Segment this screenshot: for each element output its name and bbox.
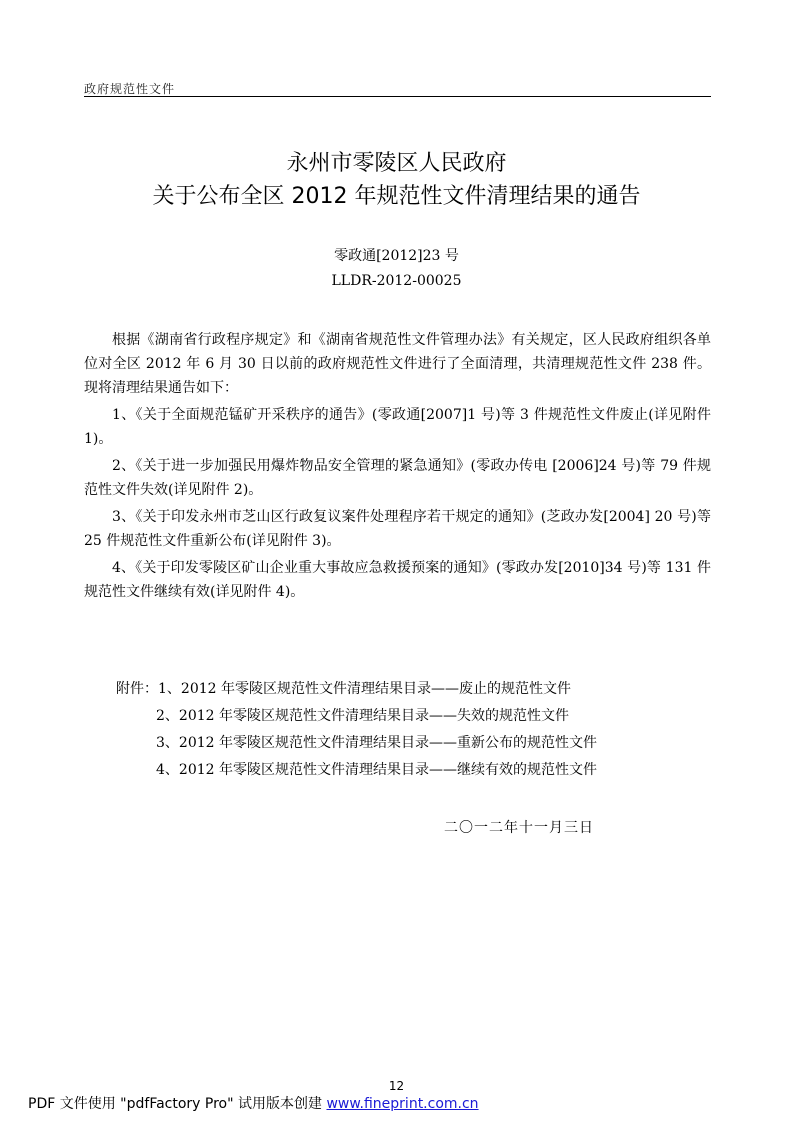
attachment-item: 2、2012 年零陵区规范性文件清理结果目录——失效的规范性文件: [156, 708, 569, 724]
attachment-row-1: [116, 676, 716, 703]
attachment-item: 3、2012 年零陵区规范性文件清理结果目录——重新公布的规范性文件: [156, 735, 597, 751]
page-number: 12: [388, 1079, 405, 1093]
body-text: [84, 328, 711, 607]
running-header: 政府规范性文件: [84, 82, 176, 96]
item-paragraph-4: 4、《关于印发零陵区矿山企业重大事故应急救援预案的通知》(零政办发[2010]34 号)等 131 件规范性文件继续有效(详见附件 4)。: [84, 560, 711, 600]
attachment-item: 1、2012 年零陵区规范性文件清理结果目录——废止的规范性文件: [158, 681, 571, 697]
attachments-label: 附件：: [116, 681, 158, 697]
attachments-list: [116, 676, 716, 784]
title-line-2: 关于公布全区 2012 年规范性文件清理结果的通告: [152, 184, 641, 209]
intro-paragraph: 根据《湖南省行政程序规定》和《湖南省规范性文件管理办法》有关规定，区人民政府组织各单位对全区 2012 年 6 月 30 日以前的政府规范性文件进行了全面清理，共清理规范性文件 238 件。现将清理结果通告如下：: [84, 332, 711, 396]
registration-number: LLDR-2012-00025: [331, 273, 462, 289]
document-number: 零政通[2012]23 号: [334, 248, 459, 264]
item-paragraph-2: 2、《关于进一步加强民用爆炸物品安全管理的紧急通知》(零政办传电 [2006]24 号)等 79 件规范性文件失效(详见附件 2)。: [84, 458, 711, 498]
item-paragraph-1: 1、《关于全面规范锰矿开采秩序的通告》(零政通[2007]1 号)等 3 件规范性文件废止(详见附件 1)。: [84, 407, 711, 447]
footer-link[interactable]: www.fineprint.com.cn: [326, 1096, 479, 1112]
title-line-1: 永州市零陵区人民政府: [286, 151, 507, 176]
issue-date: 二〇一二年十一月三日: [444, 820, 594, 836]
footer-text: PDF 文件使用 "pdfFactory Pro" 试用版本创建: [28, 1096, 327, 1112]
attachment-item: 4、2012 年零陵区规范性文件清理结果目录——继续有效的规范性文件: [156, 762, 597, 778]
item-paragraph-3: 3、《关于印发永州市芝山区行政复议案件处理程序若干规定的通知》(芝政办发[2004] 20 号)等 25 件规范性文件重新公布(详见附件 3)。: [84, 509, 711, 549]
footer-banner: [28, 1093, 479, 1113]
header-rule: [84, 96, 711, 97]
